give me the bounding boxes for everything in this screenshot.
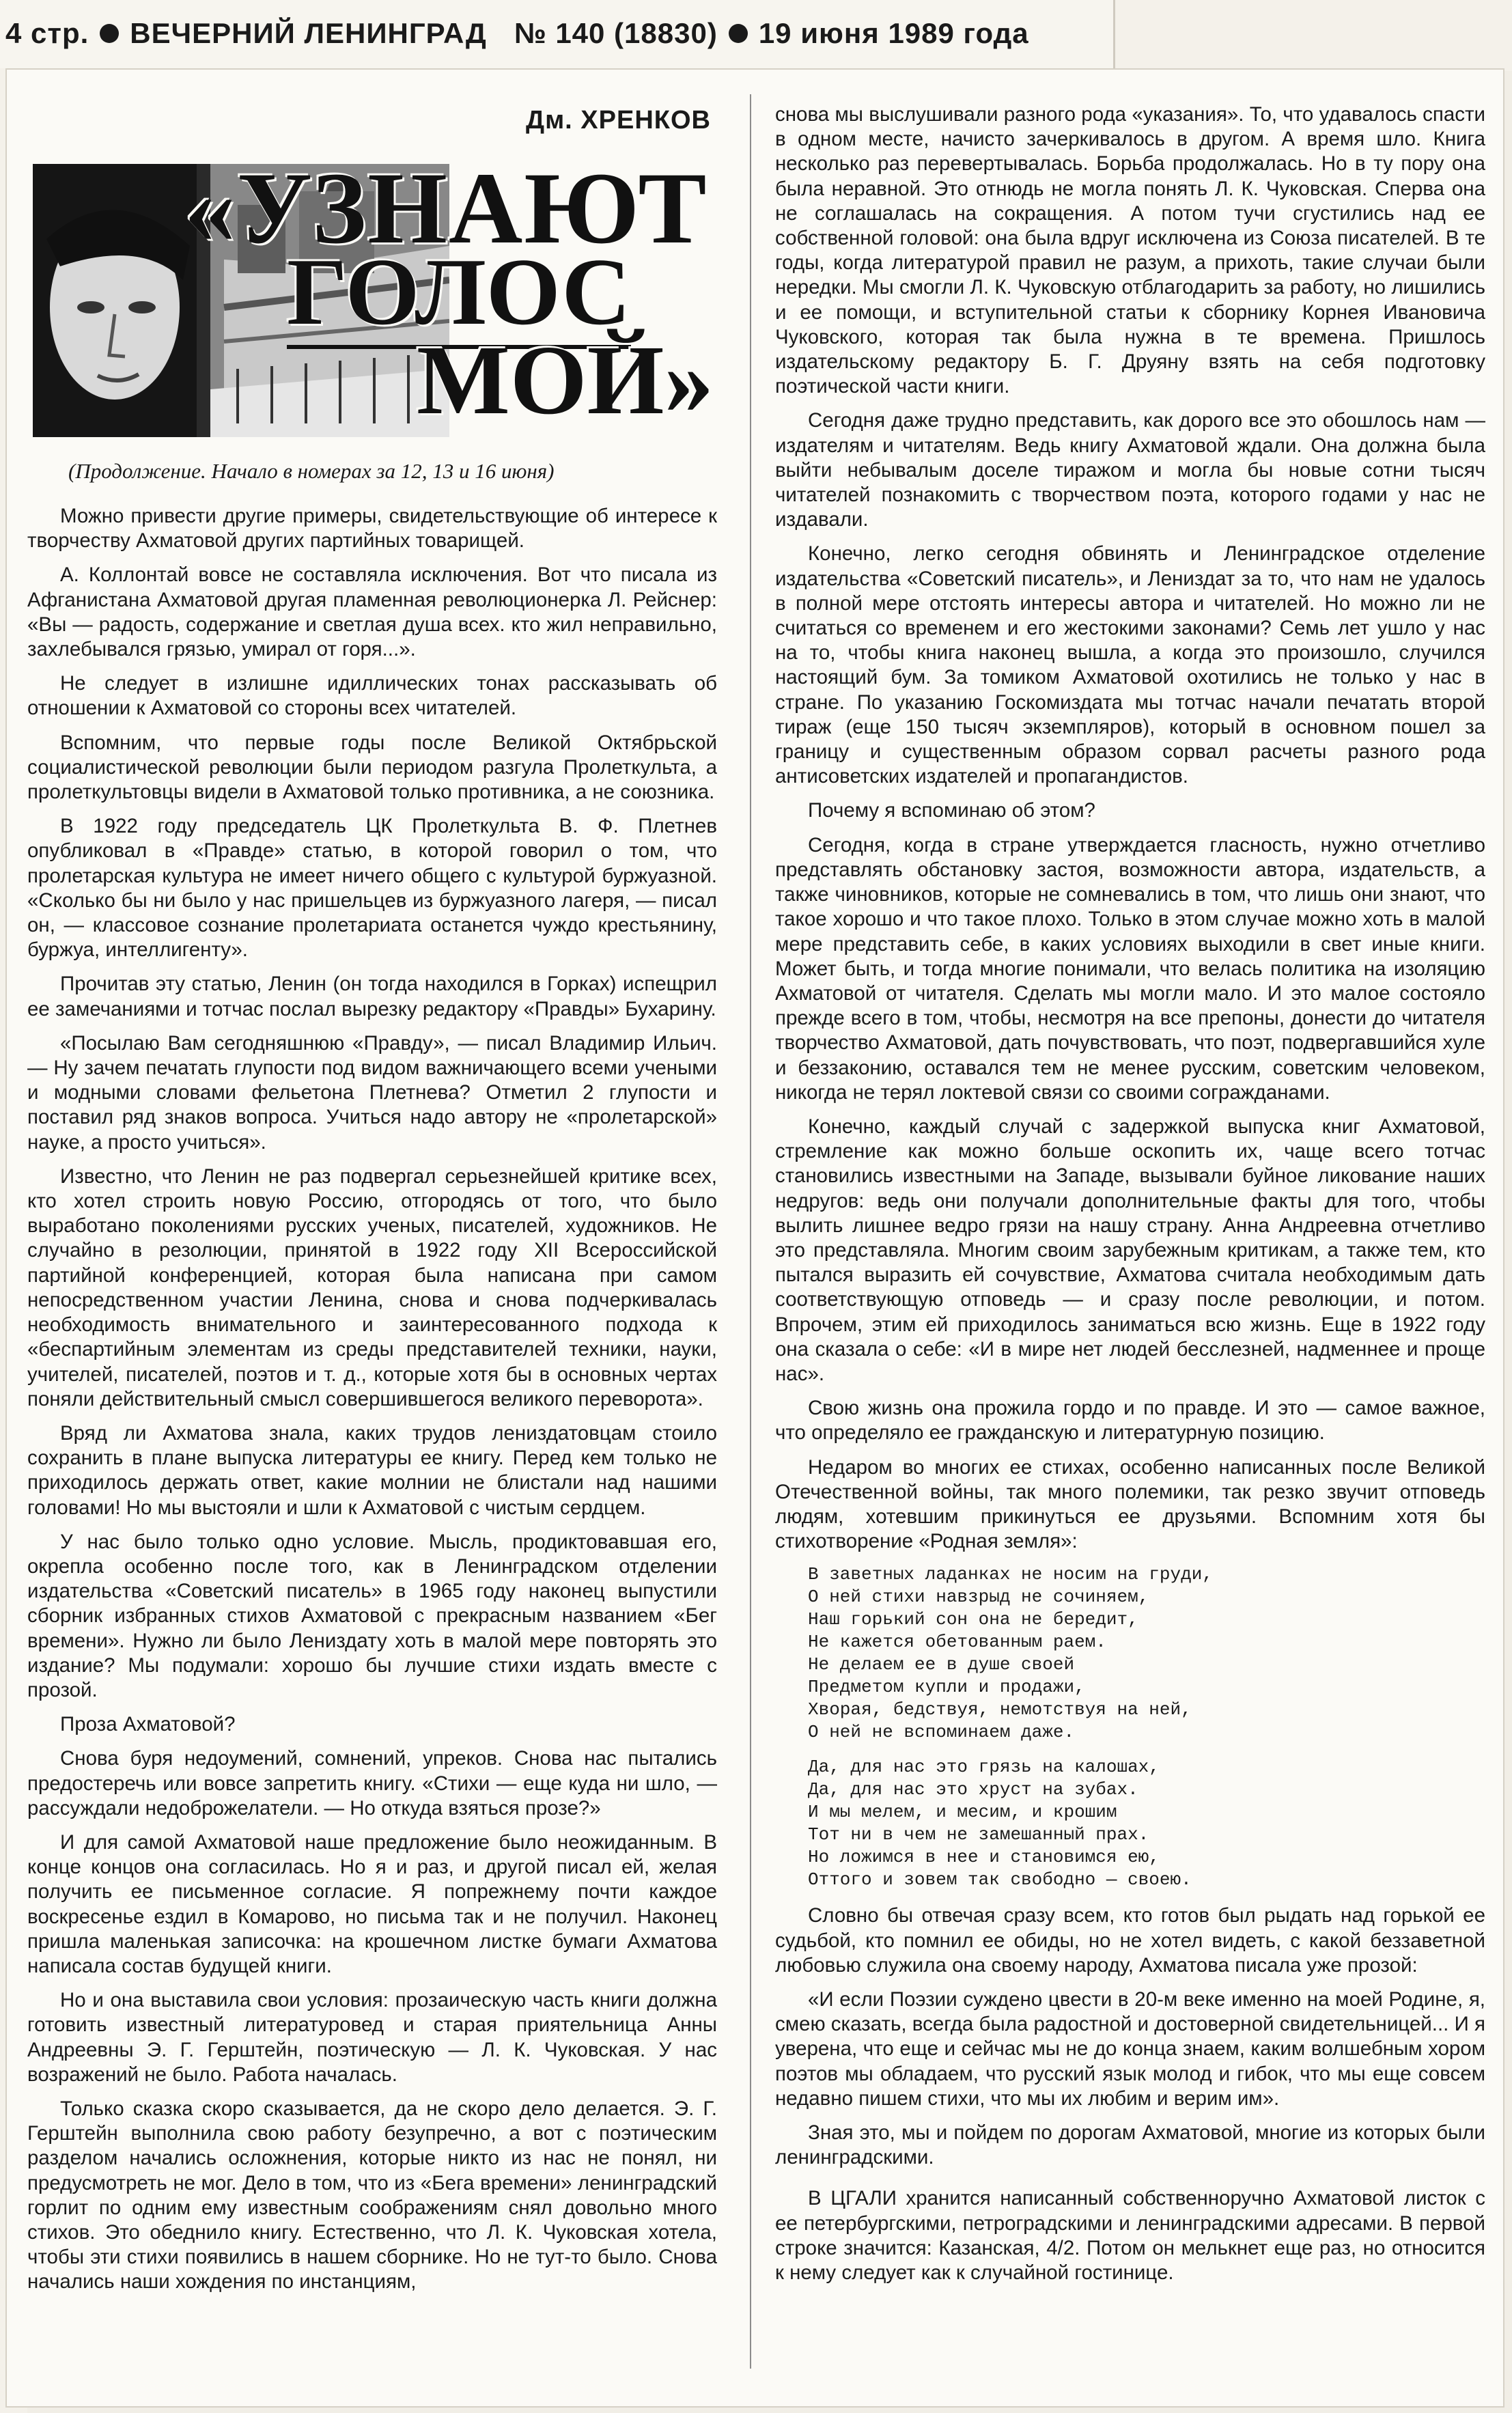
paragraph: Снова буря недоумений, сомнений, упреков. Снова нас пытались предостеречь или вовсе запретить книгу. «Стихи — еще куда ни шло, — рассуждали недоброжелатели. — Но откуда взяться прозе?» — [27, 1747, 717, 1819]
paragraph: Только сказка скоро сказывается, да не скоро дело делается. Э. Г. Герштейн выполнила свою работу безупречно, а вот с поэтическим разделом начались осложнения, которые никто из нас не понял, ни предусмотреть не мог. Дело в том, что из «Бега времени» ленинградский горлит по одним ему известным соображениям снял довольно много стихов. Это обеднило книгу. Естественно, что Л. К. Чуковская хотела, чтобы эти стихи появились в нашем сборнике. Но не тут-то было. Снова начались наши хождения по инстанциям, — [27, 2097, 717, 2293]
paragraph: снова мы выслушивали разного рода «указания». То, что удавалось спасти в одном месте, начисто зачеркивалось в другом. А время шло. Книга несколько раз перевертывалась. Борьба продолжалась. Но в ту пору она была неравной. Это отнюдь не могла понять Л. К. Чуковская. Сперва она не соглашалась на сокращения. А потом тучи сгустились над ее собственной головой: она была вдруг исключена из Союза писателей. В те годы, когда литературой правил не разум, а прихоть, такие случаи были нередки. Мы смогли Л. К. Чуковскую отблагодарить за работу, но лишились и ее помощи, и вступительной статьи к сборнику Корнея Ивановича Чуковского, которая так была нужна в те времена. Пришлось издательскому редактору Б. Г. Друяну взять на себя подготовку поэтической части книги. — [775, 103, 1485, 398]
poem-line: Наш горький сон она не бередит, — [808, 1609, 1138, 1630]
paragraph: Недаром во многих ее стихах, особенно написанных после Великой Отечественной войны, так много полемики, так резко звучит отповедь людям, хотевшим прикинуться ее друзьями. Вспомним хотя бы стихотворение «Родная земля»: — [775, 1455, 1485, 1553]
paragraph: «Посылаю Вам сегодняшнюю «Правду», — писал Владимир Ильич. — Ну зачем печатать глупости под видом важничающего всеми учеными и модными словами фельетона Плетнева? Отметил 2 глупости и поставил ряд знаков вопроса. Учиться надо автору не «пролетарской» науке, а просто учиться». — [27, 1031, 717, 1154]
poem-line: Но ложимся в нее и становимся ею, — [808, 1847, 1160, 1868]
headline-line-1: «УЗНАЮТ — [184, 152, 708, 265]
issue-date: 19 июня 1989 года — [758, 17, 1029, 49]
paragraph: Конечно, легко сегодня обвинять и Ленинградское отделение издательства «Советский писатель», и Лениздат за то, что нам не удалось в полной мере отстоять интересы автора и читателей. Но можно ли не считаться со временем и его жестокими законами? Семь лет ушло у нас на то, чтобы книга наконец вышла, а когда это произошло, случился настоящий бум. За томиком Ахматовой охотились не только у нас в стране. По указанию Госкомиздата мы тотчас начали печатать второй тираж (еще 150 тысяч экземпляров), который в основном пошел за границу и существенным образом сорвал расчеты разного рода антисоветских издателей и пропагандистов. — [775, 542, 1485, 788]
author-byline: Дм. ХРЕНКОВ — [526, 106, 711, 135]
poem-line: Не делаем ее в душе своей — [808, 1654, 1075, 1675]
paragraph: У нас было только одно условие. Мысль, продиктовавшая его, окрепла особенно после того, как в Ленинградском отделении издательства «Советский писатель» в 1965 году наконец выпустили сборник избранных стихов Ахматовой с прекрасным названием «Бег времени». Нужно ли было Лениздату хоть в малой мере повторять это издание? Мы подумали: хорошо бы лучшие стихи издать вместе с прозой. — [27, 1530, 717, 1701]
paragraph: Конечно, каждый случай с задержкой выпуска книг Ахматовой, стремление как можно больше оскопить их, чаще всего тотчас становились известными на Западе, вызывали буйное ликование наших недругов: ведь они получали дополнительные факты для того, чтобы вылить лишнее ведро грязи на нашу страну. Анна Андреевна отчетливо это представляла. Многим своим зарубежным критикам, а также тем, кто пытался выразить ей сочувствие, Ахматова считала необходимым дать соответствующую отповедь — и сразу после революции, и потом. Впрочем, этим ей приходилось заниматься всю жизнь. Еще в 1922 году она сказала о себе: «И в мире нет людей бесслезней, надменнее и проще нас». — [775, 1115, 1485, 1385]
paragraph: Но и она выставила свои условия: прозаическую часть книги должна готовить известный литературовед и старая приятельница Анны Андреевны Э. Г. Герштейн, поэтическую — Л. К. Чуковская. У нас возражений не было. Работа началась. — [27, 1989, 717, 2086]
paragraph: Не следует в излишне идиллических тонах рассказывать об отношении к Ахматовой со стороны всех читателей. — [27, 672, 717, 720]
poem-stanza-1 — [808, 1563, 1485, 1744]
paragraph: Почему я вспоминаю об этом? — [808, 799, 1095, 822]
paragraph: Свою жизнь она прожила гордо и по правде. И это — самое важное, что определяло ее гражданскую и литературную позицию. — [775, 1397, 1485, 1445]
poem-stanza-2 — [808, 1756, 1485, 1891]
poem-line: О ней стихи навзрыд не сочиняем, — [808, 1587, 1149, 1608]
bullet-dot-icon — [729, 24, 748, 43]
poem-line: В заветных ладанках не носим на груди, — [808, 1564, 1213, 1585]
poem-line: О ней не вспоминаем даже. — [808, 1722, 1075, 1743]
masthead — [5, 10, 1112, 57]
paragraph: Известно, что Ленин не раз подвергал серьезнейшей критике всех, кто хотел строить новую Россию, отгородясь от того, что было выработано поколениями русских ученых, писателей, художников. Не случайно в резолюции, принятой в 1922 году XII Всероссийской партийной конференцией, которая была написана при самом непосредственном участии Ленина, снова и снова подчеркивалась необходимость внимательного и заинтересованного подхода к «беспартийным элементам из среды представителей техники, науки, учителей, писателей, поэтов и т. д., которые хотя бы в основных чертах поняли действительный смысл совершившегося великого переворота». — [27, 1164, 717, 1410]
paragraph: Вряд ли Ахматова знала, каких трудов лениздатовцам стоило сохранить в плане выпуска литературы ее книгу. Перед кем только не приходилось держать ответ, какие молнии не блистали над нашими головами! Но мы выстояли и шли к Ахматовой с чистым сердцем. — [27, 1421, 717, 1519]
poem-line: Предметом купли и продажи, — [808, 1677, 1085, 1698]
paragraph: А. Коллонтай вовсе не составляла исключения. Вот что писала из Афганистана Ахматовой другая пламенная революционерка Л. Рейснер: «Вы — радость, содержание и светлая душа всех. кто жил неправильно, захлебывался грязью, умирал от горя...». — [27, 563, 717, 661]
poem-line: И мы мелем, и месим, и крошим — [808, 1802, 1117, 1823]
masthead-strip — [0, 0, 1115, 68]
poem-line: Оттого и зовем так свободно — своею. — [808, 1869, 1192, 1891]
poem-rodnaya-zemlya — [808, 1563, 1485, 1891]
article-column-left — [27, 504, 717, 2304]
paragraph: «И если Поэзии суждено цвести в 20-м веке именно на моей Родине, я, смею сказать, всегда была радостной и достоверной свидетельницей... И я уверена, что еще и сейчас мы не до конца знаем, каким волшебным хором поэтов мы обладаем, что русский язык молод и гибок, что мы еще совсем недавно пишем стихи, что мы их любим и верим им». — [775, 1987, 1485, 2110]
article-column-right — [775, 102, 1485, 2295]
poem-line: Да, для нас это грязь на калошах, — [808, 1757, 1160, 1778]
poem-line: Хворая, бедствуя, немотствуя на ней, — [808, 1699, 1192, 1720]
poem-line: Не кажется обетованным раем. — [808, 1632, 1106, 1653]
article-headline — [130, 152, 744, 444]
bullet-dot-icon — [100, 24, 119, 43]
paragraph: Сегодня, когда в стране утверждается гласность, нужно отчетливо представлять обстановку застоя, возможности автора, издательств, а также чиновников, которые не сомневались в том, что лишь они знают, что такое хорошо и что такое плохо. Только в этом случае можно хоть в малой мере представить себе, в каких условиях выходили в свет иные книги. Может быть, и тогда многие понимали, что велась политика на изоляцию Ахматовой от читателя. Сделать мы могли мало. И это малое состояло прежде всего в том, чтобы, несмотря на все препоны, донести до читателя творчество Ахматовой, дать почувствовать, что поэт, подвергавшийся хуле и беззаконию, оставался тем не менее русским, советским человеком, никогда не терял локтевой связи со своими согражданами. — [775, 833, 1485, 1104]
paragraph: Зная это, мы и пойдем по дорогам Ахматовой, многие из которых были ленинградскими. — [775, 2121, 1485, 2169]
paragraph: Словно бы отвечая сразу всем, кто готов был рыдать над горькой ее судьбой, кто помнил ее обиды, но не хотел видеть, с какой беззаветной любовью служила она своему народу, Ахматова писала уже прозой: — [775, 1904, 1485, 1977]
issue-number: № 140 (18830) — [514, 17, 718, 49]
headline-line-3: МОЙ» — [417, 326, 714, 435]
page-number: 4 стр. — [5, 17, 89, 49]
paragraph: Прочитав эту статью, Ленин (он тогда находился в Горках) испещрил ее замечаниями и тотчас послал вырезку редактору «Правды» Бухарину. — [27, 973, 717, 1020]
paragraph: Сегодня даже трудно представить, как дорого все это обошлось нам — издателям и читателям. Ведь книгу Ахматовой ждали. Она должна была выйти небывалым доселе тиражом и могла бы новые сотни тысяч читателей познакомить с творчеством поэта, которого годами у нас не издавали. — [775, 409, 1485, 531]
paragraph: Проза Ахматовой? — [60, 1713, 236, 1736]
paragraph: И для самой Ахматовой наше предложение было неожиданным. В конце концов она согласилась. Но я и раз, и другой писал ей, желая получить ее письменное согласие. Я попрежнему почти каждое воскресенье ездил в Комарово, но письма так и не получил. Наконец пришла маленькая записочка: на крошечном листке бумаги Ахматова написала состав будущей книги. — [27, 1830, 717, 1977]
poem-line: Да, для нас это хруст на зубах. — [808, 1779, 1138, 1800]
paragraph: Вспомним, что первые годы после Великой Октябрьской социалистической революции были периодом разгула Пролеткульта, а пролеткультовцы видели в Ахматовой только противника, а не союзника. — [27, 731, 717, 804]
paragraph: В 1922 году председатель ЦК Пролеткульта В. Ф. Плетнев опубликовал в «Правде» статью, в которой говорил о том, что пролетарская культура не имеет ничего общего с культурой буржуазной. «Сколько бы ни было у нас пришельцев из буржуазного лагеря, — писал он, — классовое сознание пролетариата останется чуждо крестьянину, буржуа, интеллигенту». — [27, 815, 717, 962]
paragraph: Можно привести другие примеры, свидетельствующие об интересе к творчеству Ахматовой других партийных товарищей. — [27, 505, 717, 553]
continuation-note: (Продолжение. Начало в номерах за 12, 13 и 16 июня) — [68, 459, 555, 483]
newspaper-name: ВЕЧЕРНИЙ ЛЕНИНГРАД — [130, 17, 487, 49]
column-divider — [750, 94, 751, 2369]
poem-line: Тот ни в чем не замешанный прах. — [808, 1824, 1149, 1845]
paragraph: В ЦГАЛИ хранится написанный собственноручно Ахматовой листок с ее петербургскими, петроградскими и ленинградскими адресами. В первой строке значится: Казанская, 4/2. Потом он мелькнет еще раз, но относится к нему следует как к случайной гостинице. — [775, 2187, 1485, 2285]
headline-line-2: ГОЛОС — [287, 245, 631, 340]
